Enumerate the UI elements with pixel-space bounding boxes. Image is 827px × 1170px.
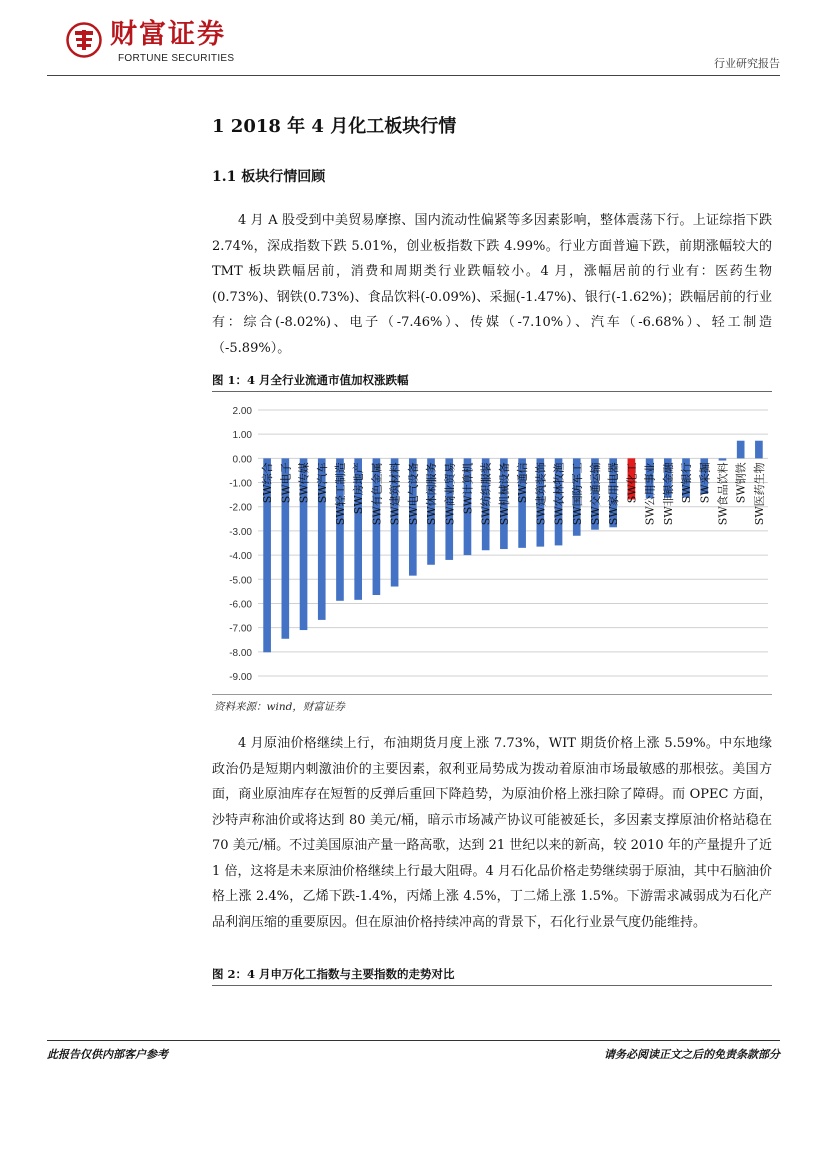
category-label: SW电子: [279, 462, 293, 504]
bar: [719, 458, 727, 460]
category-label: SW休闲服务: [425, 462, 439, 526]
category-label: SW农林牧渔: [552, 462, 566, 526]
y-tick-label: -1.00: [229, 478, 252, 490]
category-label: SW交通运输: [588, 462, 602, 526]
category-label: SW电气设备: [406, 462, 420, 526]
category-label: SW建筑材料: [388, 462, 402, 526]
chart-svg: [212, 392, 772, 694]
section-subtitle: 1.1 板块行情回顾: [212, 169, 326, 185]
category-label: SW通信: [516, 462, 530, 504]
industry-returns-bar-chart: [212, 392, 772, 695]
figure-1-source: 资料来源：wind，财富证券: [214, 701, 345, 713]
category-label: SW有色金属: [370, 462, 384, 526]
category-label: SW钢铁: [734, 462, 748, 504]
y-tick-label: 2.00: [232, 406, 252, 417]
category-label: SW纺织服装: [479, 462, 493, 526]
footer-divider: [47, 1040, 780, 1041]
footer-disclaimer-right: 请务必阅读正文之后的免责条款部分: [604, 1048, 780, 1061]
y-tick-label: -6.00: [229, 599, 252, 611]
fortune-securities-logo-icon: [66, 22, 102, 58]
y-tick-label: -2.00: [229, 502, 252, 514]
bar: [737, 441, 745, 459]
figure-1-caption: 图 1：4 月全行业流通市值加权涨跌幅: [212, 372, 772, 392]
y-tick-label: 0.00: [232, 454, 252, 466]
category-label: SW化工: [625, 462, 639, 504]
category-label: SW医药生物: [752, 462, 766, 526]
category-label: SW汽车: [315, 462, 329, 504]
y-tick-label: -5.00: [229, 575, 252, 587]
category-label: SW传媒: [297, 462, 311, 504]
y-tick-label: -9.00: [229, 672, 252, 683]
logo-english-name: FORTUNE SECURITIES: [118, 53, 235, 64]
y-tick-label: 1.00: [232, 430, 252, 442]
section-title: 1 2018 年 4 月化工板块行情: [212, 116, 457, 137]
category-label: SW房地产: [352, 462, 366, 515]
category-label: SW计算机: [461, 462, 475, 515]
bar: [755, 441, 763, 459]
header-divider: [47, 75, 780, 76]
body-paragraph-1: 4 月 A 股受到中美贸易摩擦、国内流动性偏紧等多因素影响，整体震荡下行。上证综指下跌 2.74%，深成指数下跌 5.01%，创业板指数下跌 4.99%。行业方面普遍下跌，前期涨幅较大的 TMT 板块跌幅居前，消费和周期类行业跌幅较小。4 月，涨幅居前的行业有：医药生物(0.73%)、钢铁(0.73%)、食品饮料(-0.09%)、采掘(-1.47%)、银行(-1.62%)；跌幅居前的行业有：综合(-8.02%)、电子（-7.46%）、传媒（-7.10%）、汽车（-6.68%）、轻工制造（-5.89%）。: [212, 213, 772, 356]
report-type-label: 行业研究报告: [714, 57, 780, 70]
body-paragraph-2: 4 月原油价格继续上行，布油期货月度上涨 7.73%，WIT 期货价格上涨 5.59%。中东地缘政治仍是短期内刺激油价的主要因素，叙利亚局势成为拨动着原油市场最敏感的那根弦。美国方面，商业原油库存在短暂的反弹后重回下降趋势，为原油价格上涨扫除了障碍。而 OPEC 方面，沙特声称油价或将达到 80 美元/桶，暗示市场减产协议可能被延长，多因素支撑原油价格站稳在 70 美元/桶。不过美国原油产量一路高歌，达到 21 世纪以来的新高，较 2010 年的产量提升了近 1 倍，这将是未来原油价格继续上行最大阻碍。4 月石化品价格走势继续弱于原油，其中石脑油价格上涨 2.4%，乙烯下跌-1.4%，丙烯上涨 4.5%，丁二烯上涨 1.5%。下游需求减弱成为石化产品利润压缩的重要原因。但在原油价格持续冲高的背景下，石化行业景气度仍能维持。: [212, 736, 772, 930]
category-label: SW建筑装饰: [534, 462, 548, 526]
category-label: SW食品饮料: [716, 462, 730, 526]
figure-2-caption: 图 2：4 月申万化工指数与主要指数的走势对比: [212, 966, 772, 986]
category-label: SW商业贸易: [443, 462, 457, 526]
footer-disclaimer-left: 此报告仅供内部客户参考: [47, 1048, 168, 1061]
y-tick-label: -3.00: [229, 526, 252, 538]
category-label: SW综合: [261, 462, 275, 504]
y-tick-label: -4.00: [229, 551, 252, 563]
logo-chinese-name: 财富证券: [110, 19, 226, 50]
y-tick-label: -7.00: [229, 623, 252, 635]
y-tick-label: -8.00: [229, 647, 252, 659]
category-label: SW机械设备: [497, 462, 511, 526]
category-label: SW国防军工: [570, 462, 584, 526]
category-label: SW轻工制造: [333, 462, 347, 526]
category-label: SW公用事业: [643, 462, 657, 526]
category-label: SW银行: [680, 462, 694, 504]
category-label: SW采掘: [698, 462, 712, 504]
category-label: SW家用电器: [607, 462, 621, 526]
category-label: SW非银金融: [661, 462, 675, 526]
